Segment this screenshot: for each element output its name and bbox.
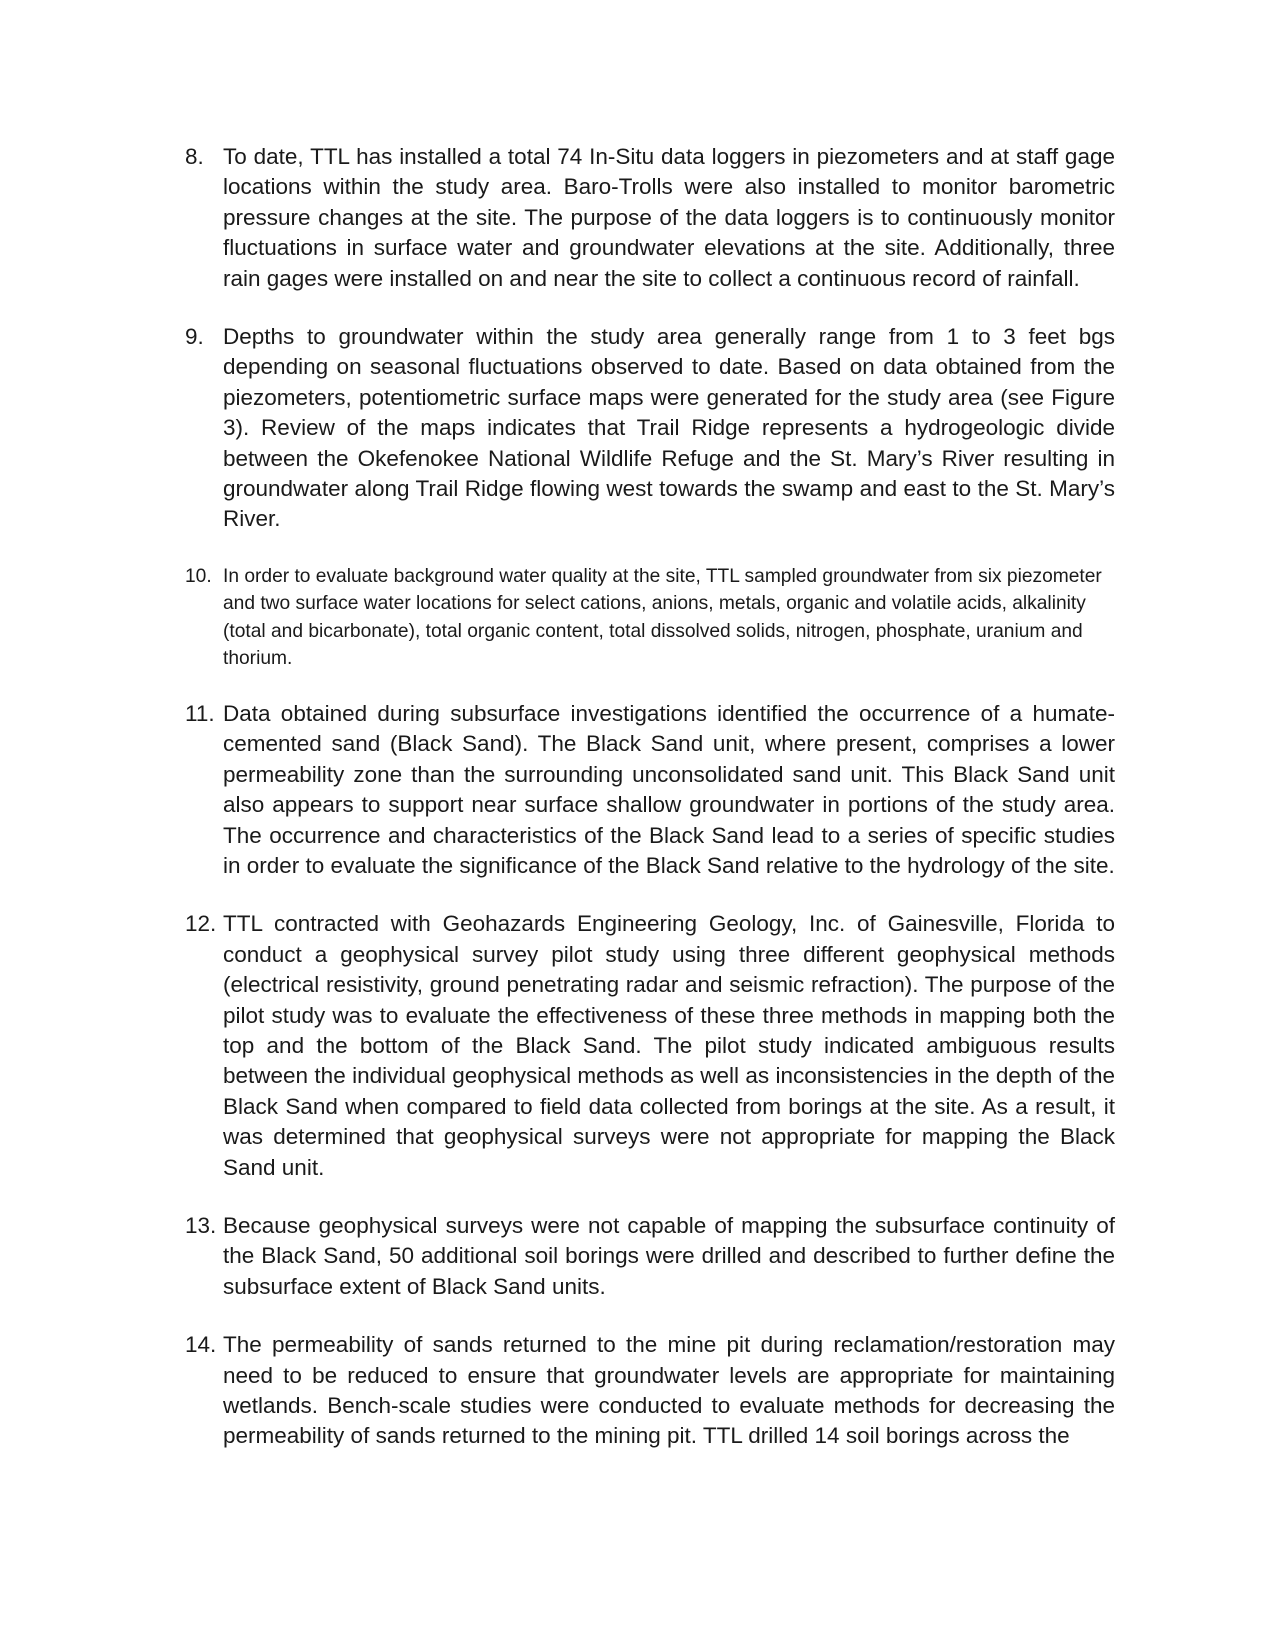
list-item xyxy=(185,322,1115,535)
item-number: 14. xyxy=(185,1332,217,1358)
item-text: Because geophysical surveys were not capable of mapping the subsurface continuity of the Black Sand, 50 additional soil borings were drilled and described to further define the subsurface extent of Black Sand units. xyxy=(223,1212,1115,1299)
numbered-list xyxy=(185,142,1115,1480)
item-number: 11. xyxy=(185,700,215,726)
list-item xyxy=(185,909,1115,1183)
item-number: 12. xyxy=(185,911,217,937)
list-item xyxy=(185,1330,1115,1452)
item-text: To date, TTL has installed a total 74 In-Situ data loggers in piezometers and at staff gage locations within the study area. Baro-Trolls were also installed to monitor barometric pressure changes at the site. The purpose of the data loggers is to continuously monitor fluctuations in surface water and groundwater elevations at the site. Additionally, three rain gages were installed on and near the site to collect a continuous record of rainfall. xyxy=(223,144,1115,291)
item-number: 13. xyxy=(185,1212,217,1238)
item-number: 10. xyxy=(185,565,212,587)
item-text: Depths to groundwater within the study area generally range from 1 to 3 feet bgs depending on seasonal fluctuations observed to date. Based on data obtained from the piezometers, potentiometric surface maps were generated for the study area (see Figure 3). Review of the maps indicates that Trail Ridge represents a hydrogeologic divide between the Okefenokee National Wildlife Refuge and the St. Mary’s River resulting in groundwater along Trail Ridge flowing west towards the swamp and east to the St. Mary’s River. xyxy=(223,324,1115,532)
list-item xyxy=(185,142,1115,294)
item-number: 9. xyxy=(185,324,204,350)
item-text: In order to evaluate background water quality at the site, TTL sampled groundwater from six piezometer and two surface water locations for select cations, anions, metals, organic and volatile acids, alkalinity (total and bicarbonate), total organic content, total dissolved solids, nitrogen, phosphate, uranium and thorium. xyxy=(223,565,1102,670)
list-item xyxy=(185,563,1115,673)
item-number: 8. xyxy=(185,144,204,169)
item-text: TTL contracted with Geohazards Engineering Geology, Inc. of Gainesville, Florida to conduct a geophysical survey pilot study using three different geophysical methods (electrical resistivity, ground penetrating radar and seismic refraction). The purpose of the pilot study was to evaluate the effectiveness of these three methods in mapping both the top and the bottom of the Black Sand. The pilot study indicated ambiguous results between the individual geophysical methods as well as inconsistencies in the depth of the Black Sand when compared to field data collected from borings at the site. As a result, it was determined that geophysical surveys were not appropriate for mapping the Black Sand unit. xyxy=(223,911,1115,1180)
item-text: The permeability of sands returned to the mine pit during reclamation/restoration may need to be reduced to ensure that groundwater levels are appropriate for maintaining wetlands. Bench-scale studies were conducted to evaluate methods for decreasing the permeability of sands returned to the mining pit. TTL drilled 14 soil borings across the xyxy=(223,1332,1115,1449)
list-item xyxy=(185,699,1115,881)
list-item xyxy=(185,1211,1115,1302)
item-text: Data obtained during subsurface investigations identified the occurrence of a humate-cemented sand (Black Sand). The Black Sand unit, where present, comprises a lower permeability zone than the surrounding unconsolidated sand unit. This Black Sand unit also appears to support near surface shallow groundwater in portions of the study area. The occurrence and characteristics of the Black Sand lead to a series of specific studies in order to evaluate the significance of the Black Sand relative to the hydrology of the site. xyxy=(223,700,1115,878)
